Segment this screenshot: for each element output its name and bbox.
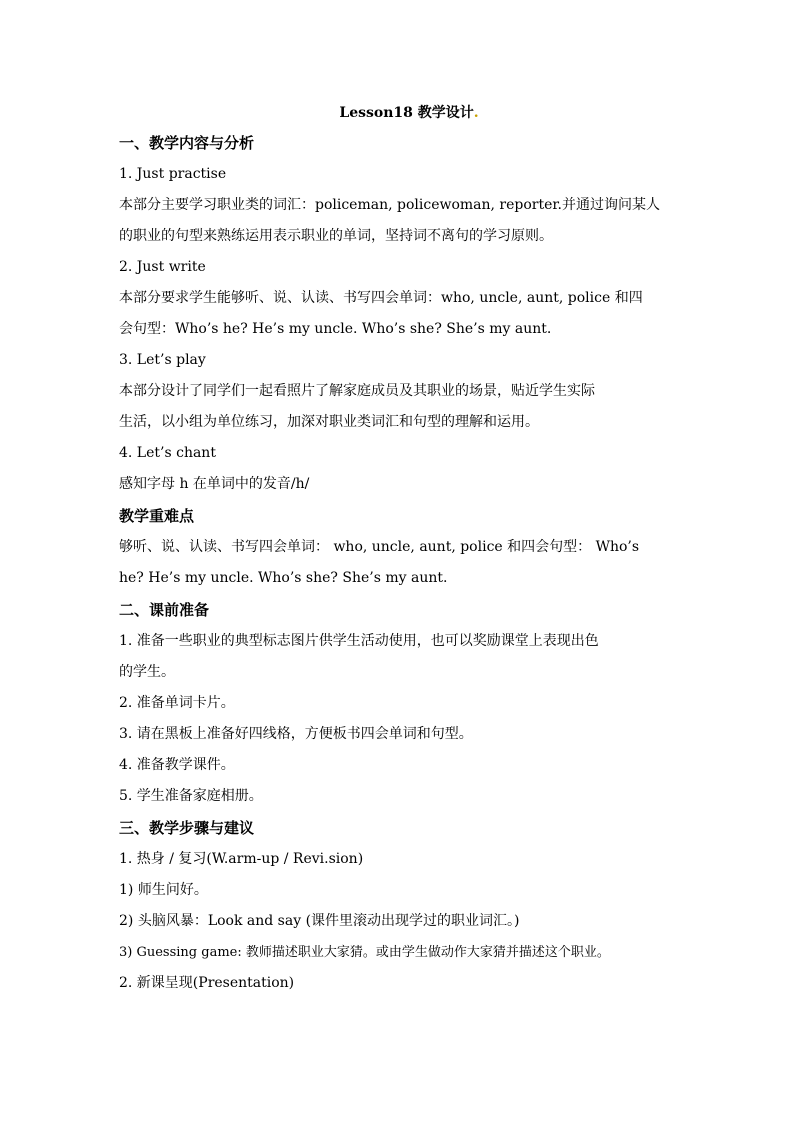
prep-item-1-line-2: 的学生。 <box>119 664 175 680</box>
part-4-text-line-1: 感知字母 h 在单词中的发音/h/ <box>119 476 310 492</box>
part-1-label: 1. Just practise <box>119 166 227 182</box>
prep-item-3: 3. 请在黑板上准备好四线格，方便板书四会单词和句型。 <box>119 726 473 742</box>
key-points-heading: 教学重难点 <box>119 507 195 525</box>
prep-item-5: 5. 学生准备家庭相册。 <box>119 788 263 804</box>
step-2: 2. 新课呈现(Presentation) <box>119 975 295 991</box>
prep-item-1-line-1: 1. 准备一些职业的典型标志图片供学生活动使用，也可以奖励课堂上表现出色 <box>119 633 599 649</box>
title-text: Lesson18 教学设计 <box>339 105 474 121</box>
part-1-text-line-1: 本部分主要学习职业类的词汇：policeman, policewoman, reporter.并通过询问某人 <box>119 197 661 213</box>
part-2-label: 2. Just write <box>119 259 206 275</box>
part-2-text-line-1: 本部分要求学生能够听、说、认读、书写四会单词：who, uncle, aunt, police 和四 <box>119 290 643 306</box>
step-1-item-1: 1) 师生问好。 <box>119 882 208 898</box>
section-3-heading: 三、教学步骤与建议 <box>119 819 255 837</box>
part-3-text-line-1: 本部分设计了同学们一起看照片了解家庭成员及其职业的场景，贴近学生实际 <box>119 383 595 399</box>
section-1-heading: 一、教学内容与分析 <box>119 134 255 152</box>
key-points-line-2: he? He’s my uncle. Who’s she? She’s my aunt. <box>119 570 448 586</box>
title-dot: . <box>473 105 479 121</box>
prep-item-4: 4. 准备教学课件。 <box>119 757 235 773</box>
step-1-item-2: 2) 头脑风暴：Look and say (课件里滚动出现学过的职业词汇。) <box>119 913 520 929</box>
prep-item-2: 2. 准备单词卡片。 <box>119 695 235 711</box>
document-title <box>119 101 679 125</box>
key-points-line-1: 够听、说、认读、书写四会单词： who, uncle, aunt, police 和四会句型： Who’s <box>119 539 640 555</box>
part-3-label: 3. Let’s play <box>119 352 206 368</box>
part-3-text-line-2: 生活，以小组为单位练习，加深对职业类词汇和句型的理解和运用。 <box>119 414 539 430</box>
part-1-text-line-2: 的职业的句型来熟练运用表示职业的单词，坚持词不离句的学习原则。 <box>119 228 553 244</box>
step-1-item-3: 3) Guessing game: 教师描述职业大家猜。或由学生做动作大家猜并描述这个职业。 <box>119 945 610 960</box>
step-1: 1. 热身 / 复习(W.arm-up / Revi.sion) <box>119 851 364 867</box>
part-2-text-line-2: 会句型：Who’s he? He’s my uncle. Who’s she? She’s my aunt. <box>119 321 552 337</box>
part-4-label: 4. Let’s chant <box>119 445 216 461</box>
document-body <box>119 101 679 999</box>
section-2-heading: 二、课前准备 <box>119 601 210 619</box>
